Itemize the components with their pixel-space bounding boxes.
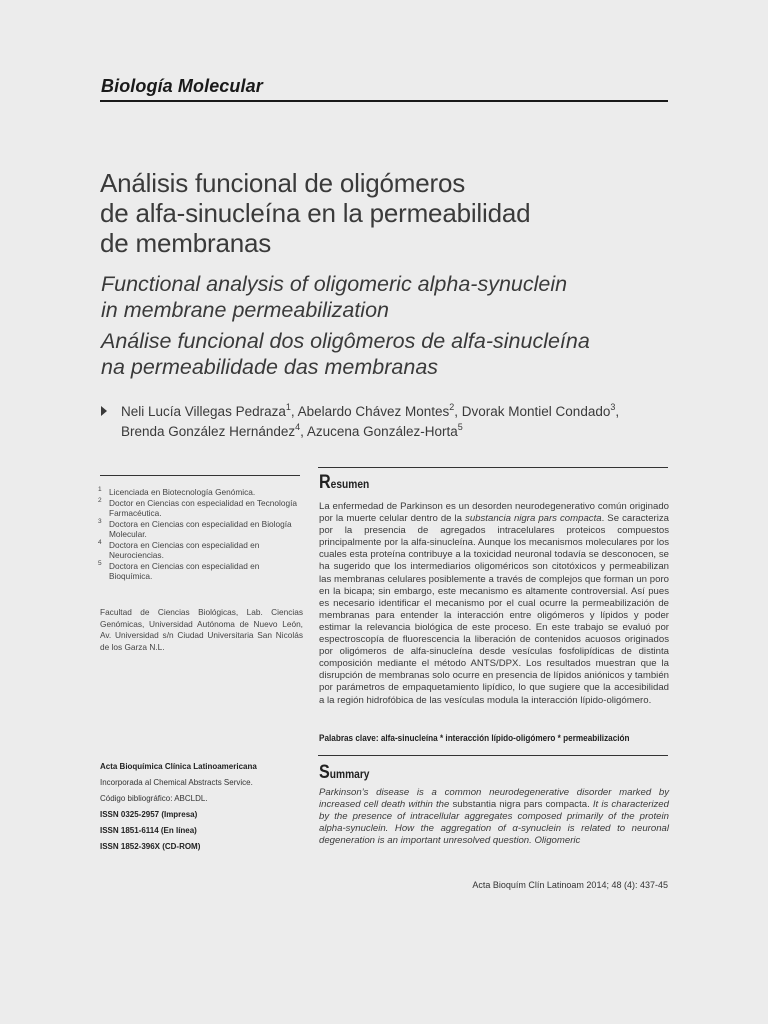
author-name: Azucena González-Horta [306, 424, 458, 439]
author-affiliation-mark: 5 [457, 421, 463, 432]
author-name: Brenda González Hernández [121, 424, 296, 439]
resumen-text-italic: substancia nigra pars compacta [465, 513, 602, 525]
summary-text-part: Parkinson’s disease is a common neurodegenerative disorder marked by increased cell death within the [319, 787, 669, 811]
keywords: Palabras clave: alfa-sinucleína * interacción lípido-oligómero * permeabilización [319, 733, 630, 743]
footnote-text: Licenciada en Biotecnología Genómica. [109, 487, 256, 497]
citation: Acta Bioquím Clín Latinoam 2014; 48 (4): 437-45 [472, 880, 668, 890]
author-affiliation-mark: 1 [285, 401, 291, 412]
heading-initial: R [319, 472, 331, 493]
section-title: Biología Molecular [101, 76, 263, 96]
footnote-number: 4 [98, 538, 102, 546]
title-es-line: de membranas [100, 228, 272, 258]
footnote-number: 3 [98, 517, 102, 525]
summary-text [319, 787, 669, 847]
author-separator: , [615, 404, 620, 419]
footnote-text: Doctora en Ciencias con especialidad en Biología Molecular. [109, 518, 292, 539]
author-separator: , [454, 404, 462, 419]
footnote-rule [100, 475, 300, 476]
author-affiliation-mark: 4 [295, 421, 301, 432]
resumen-rule [318, 467, 668, 468]
issn-online: ISSN 1851-6114 (En línea) [100, 825, 197, 835]
summary-text-part: It is characterized by the presence of intracellular aggregates composed primarily of the protein alpha-synuclein. How the aggregation of α-synuclein is related to neuronal degeneration is an important unresolved question. Oligomeric [319, 799, 669, 847]
heading-rest: esumen [330, 477, 370, 491]
footnote-text: Doctora en Ciencias con especialidad en Neurociencias. [109, 539, 260, 560]
footnote [98, 561, 303, 582]
journal-info [100, 758, 291, 854]
author-separator: , [290, 404, 298, 419]
summary-rule [318, 755, 668, 756]
title-pt-line: Análise funcional dos oligômeros de alfa-sinucleína [101, 329, 590, 353]
footnotes [98, 487, 303, 582]
resumen-text-part: La enfermedad de Parkinson es un desorden neurodegenerativo común originado por la muerte celular dentro de la [319, 501, 669, 525]
resumen-text-part: . Se caracteriza por la presencia de agregados intracelulares proteicos compuestos principalmente por la alfa-sinucleína. Aunque los mecanismos moleculares por los cuales esta proteína contribuye a la toxicidad neuronal todavía se desconocen, se ha sugerido que los intermediarios oligoméricos son citotóxicos y permeabilizan las membranas celulares posiblemente a través de complejos que forman un poro en la bicapa; sin embargo, este mecanismo es altamente controversial. Así pues es necesario identificar el mecanismo por el cual ocurre la permeabilización de membranas para entender la interacción entre oligómeros y lípidos y poder estimar la relevancia biológica de este proceso. En este trabajo se evaluó por espectroscopía de fluorescencia la liberación de contenidos acuosos originados por oligómeros de alfa-sinucleína desde vesículas fosfolipídicas de distinta composición mediante el método ANTS/DPX. Los resultados muestran que la disrupción de membranas solo ocurre en presencia de lípidos aniónicos y también por parámetros de empaquetamiento lipídico, lo que sugiere que la accesibilidad a la región hidrofóbica de las vesículas modula la interacción lípido-oligómero. [319, 513, 669, 706]
journal-indexed: Incorporada al Chemical Abstracts Service. [100, 777, 253, 787]
footnote [98, 498, 303, 519]
author-affiliation-mark: 3 [610, 401, 616, 412]
footnote-text: Doctor en Ciencias con especialidad en Tecnología Farmacéutica. [109, 497, 298, 518]
footnote [98, 519, 303, 540]
affiliation: Facultad de Ciencias Biológicas, Lab. Ciencias Genómicas, Universidad Autónoma de Nuevo León, Av. Universidad s/n Ciudad Universitaria San Nicolás de los Garza N.L. [100, 607, 303, 652]
title-english [101, 271, 671, 323]
resumen-text [319, 501, 669, 707]
title-portuguese [101, 328, 671, 380]
author-line [121, 402, 681, 422]
heading-rest: ummary [329, 767, 370, 781]
author-line [121, 422, 681, 442]
footnote-number: 2 [98, 496, 102, 504]
heading-initial: S [319, 762, 330, 783]
title-en-line: in membrane permeabilization [101, 298, 390, 322]
author-separator: , [300, 424, 307, 439]
title-pt-line: na permeabilidade das membranas [101, 355, 439, 379]
footnote-text: Doctora en Ciencias con especialidad en Bioquímica. [109, 560, 260, 581]
resumen-heading [319, 472, 369, 494]
issn-cd: ISSN 1852-396X (CD-ROM) [100, 841, 201, 851]
author-name: Dvorak Montiel Condado [461, 404, 611, 419]
journal-code: Código bibliográfico: ABCLDL. [100, 793, 208, 803]
title-en-line: Functional analysis of oligomeric alpha-synuclein [101, 272, 568, 296]
journal-name: Acta Bioquímica Clínica Latinoamericana [100, 761, 257, 771]
summary-heading [319, 762, 369, 784]
footnote-number: 1 [98, 486, 102, 493]
issn-print: ISSN 0325-2957 (Impresa) [100, 809, 198, 819]
author-affiliation-mark: 2 [449, 401, 455, 412]
author-list [121, 402, 681, 442]
author-name: Neli Lucía Villegas Pedraza [121, 404, 286, 419]
footnote [98, 487, 303, 498]
author-name: Abelardo Chávez Montes [297, 404, 450, 419]
footnote-number: 5 [98, 559, 102, 567]
bullet-arrow-icon [101, 406, 107, 416]
footnote [98, 540, 303, 561]
title-es-line: de alfa-sinucleína en la permeabilidad [100, 198, 531, 228]
title-spanish [100, 168, 670, 258]
header-rule [100, 100, 668, 102]
summary-text-upright: substantia nigra pars compacta. [452, 799, 590, 811]
title-es-line: Análisis funcional de oligómeros [100, 168, 466, 198]
